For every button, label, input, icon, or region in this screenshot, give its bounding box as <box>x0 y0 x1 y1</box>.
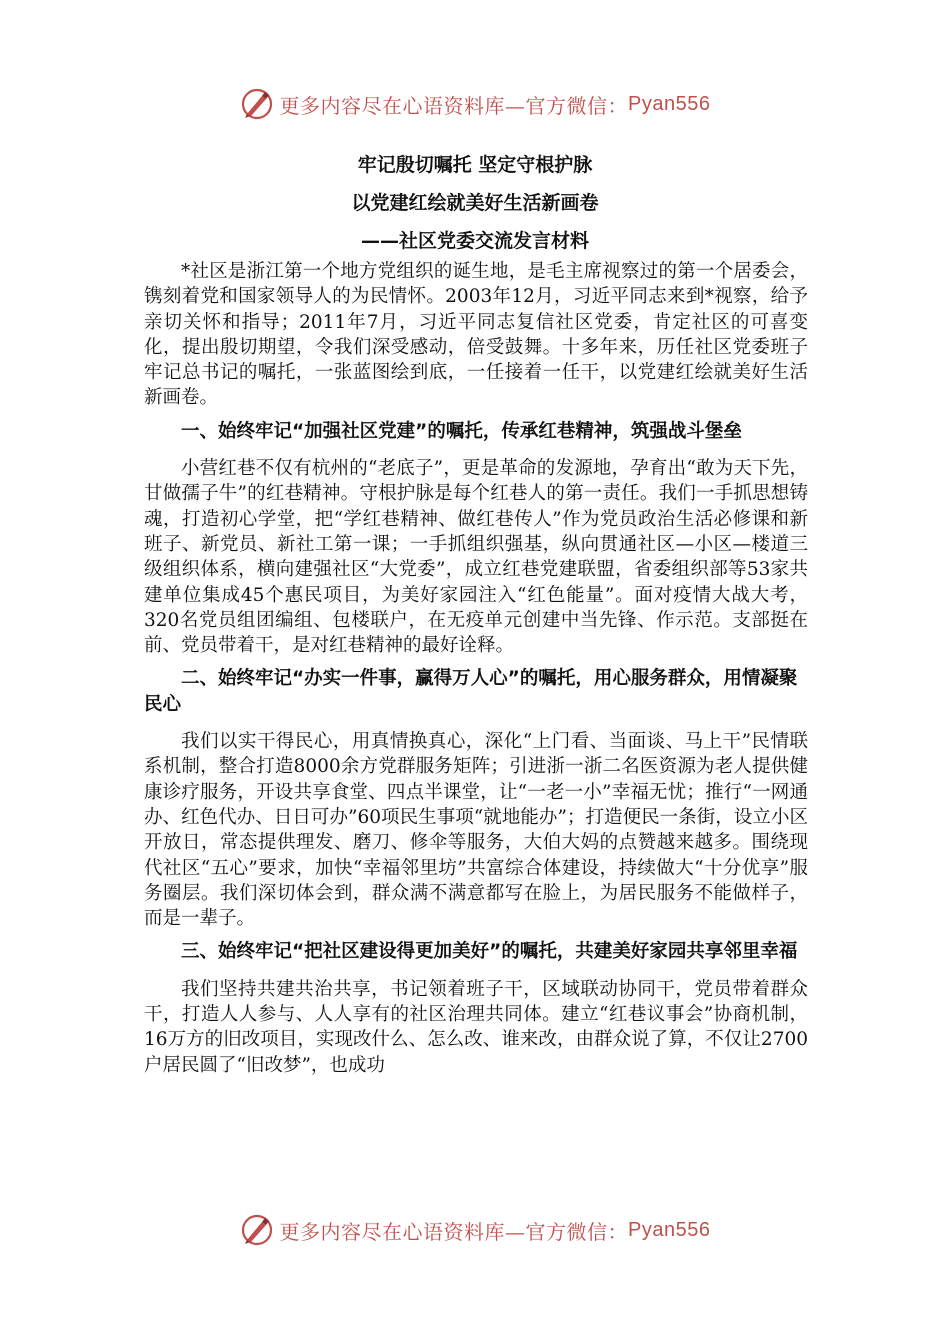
main-title: 牢记殷切嘱托 坚定守根护脉 <box>357 154 593 176</box>
pen-logo-icon <box>240 1213 274 1247</box>
footer-banner <box>0 1210 950 1250</box>
section-body-3: 我们坚持共建共治共享，书记领着班子干，区域联动协同干，党员带着群众干，打造人人参与、人人享有的社区治理共同体。建立“红巷议事会”协商机制，16万方的旧改项目，实现改什么、怎么改、谁来改，由群众说了算，不仅让2700户居民圆了“旧改梦”，也成功 <box>144 978 808 1076</box>
wechat-id: Pyan556 <box>628 1218 711 1241</box>
sub-title: 以党建红绘就美好生活新画卷 <box>351 192 599 214</box>
article-body <box>144 259 808 1078</box>
section-heading-2: 二、始终牢记“办实一件事，赢得万人心”的嘱托，用心服务群众，用情凝聚民心 <box>144 668 798 715</box>
wechat-id: Pyan556 <box>628 92 711 115</box>
banner-text: 更多内容尽在心语资料库—官方微信： <box>279 93 629 118</box>
byline-title: ——社区党委交流发言材料 <box>360 230 589 252</box>
pen-logo-icon <box>240 87 274 121</box>
header-banner <box>0 84 950 124</box>
banner-text: 更多内容尽在心语资料库—官方微信： <box>279 1219 629 1244</box>
section-body-1: 小营红巷不仅有杭州的“老底子”，更是革命的发源地，孕育出“敢为天下先，甘做孺子牛”的红巷精神。守根护脉是每个红巷人的第一责任。我们一手抓思想铸魂，打造初心学堂，把“学红巷精神、做红巷传人”作为党员政治生活必修课和新班子、新党员、新社工第一课；一手抓组织强基，纵向贯通社区—小区—楼道三级组织体系，横向建强社区“大党委”，成立红巷党建联盟，省委组织部等53家共建单位集成45个惠民项目，为美好家园注入“红色能量”。面对疫情大战大考，320名党员组团编组、包楼联户，在无疫单元创建中当先锋、作示范。支部挺在前、党员带着干，是对红巷精神的最好诠释。 <box>144 458 808 657</box>
title-block <box>0 146 950 260</box>
section-heading-3: 三、始终牢记“把社区建设得更加美好”的嘱托，共建美好家园共享邻里幸福 <box>181 941 798 963</box>
section-heading-1: 一、始终牢记“加强社区党建”的嘱托，传承红巷精神，筑强战斗堡垒 <box>181 420 742 442</box>
section-body-2: 我们以实干得民心，用真情换真心，深化“上门看、当面谈、马上干”民情联系机制，整合打造8000余方党群服务矩阵；引进浙一浙二名医资源为老人提供健康诊疗服务，开设共享食堂、四点半课堂，让“一老一小”幸福无忧；推行“一网通办、红色代办、日日可办”60项民生事项“就地能办”；打造便民一条街，设立小区开放日，常态提供理发、磨刀、修伞等服务，大伯大妈的点赞越来越多。围绕现代社区“五心”要求，加快“幸福邻里坊”共富综合体建设，持续做大“十分优享”服务圈层。我们深切体会到，群众满不满意都写在脸上，为居民服务不能做样子，而是一辈子。 <box>144 731 808 930</box>
intro-paragraph: *社区是浙江第一个地方党组织的诞生地，是毛主席视察过的第一个居委会，镌刻着党和国家领导人的为民情怀。2003年12月，习近平同志来到*视察，给予亲切关怀和指导；2011年7月，习近平同志复信社区党委，肯定社区的可喜变化，提出殷切期望，令我们深受感动，倍受鼓舞。十多年来，历任社区党委班子牢记总书记的嘱托，一张蓝图绘到底，一任接着一任干，以党建红绘就美好生活新画卷。 <box>144 261 808 409</box>
